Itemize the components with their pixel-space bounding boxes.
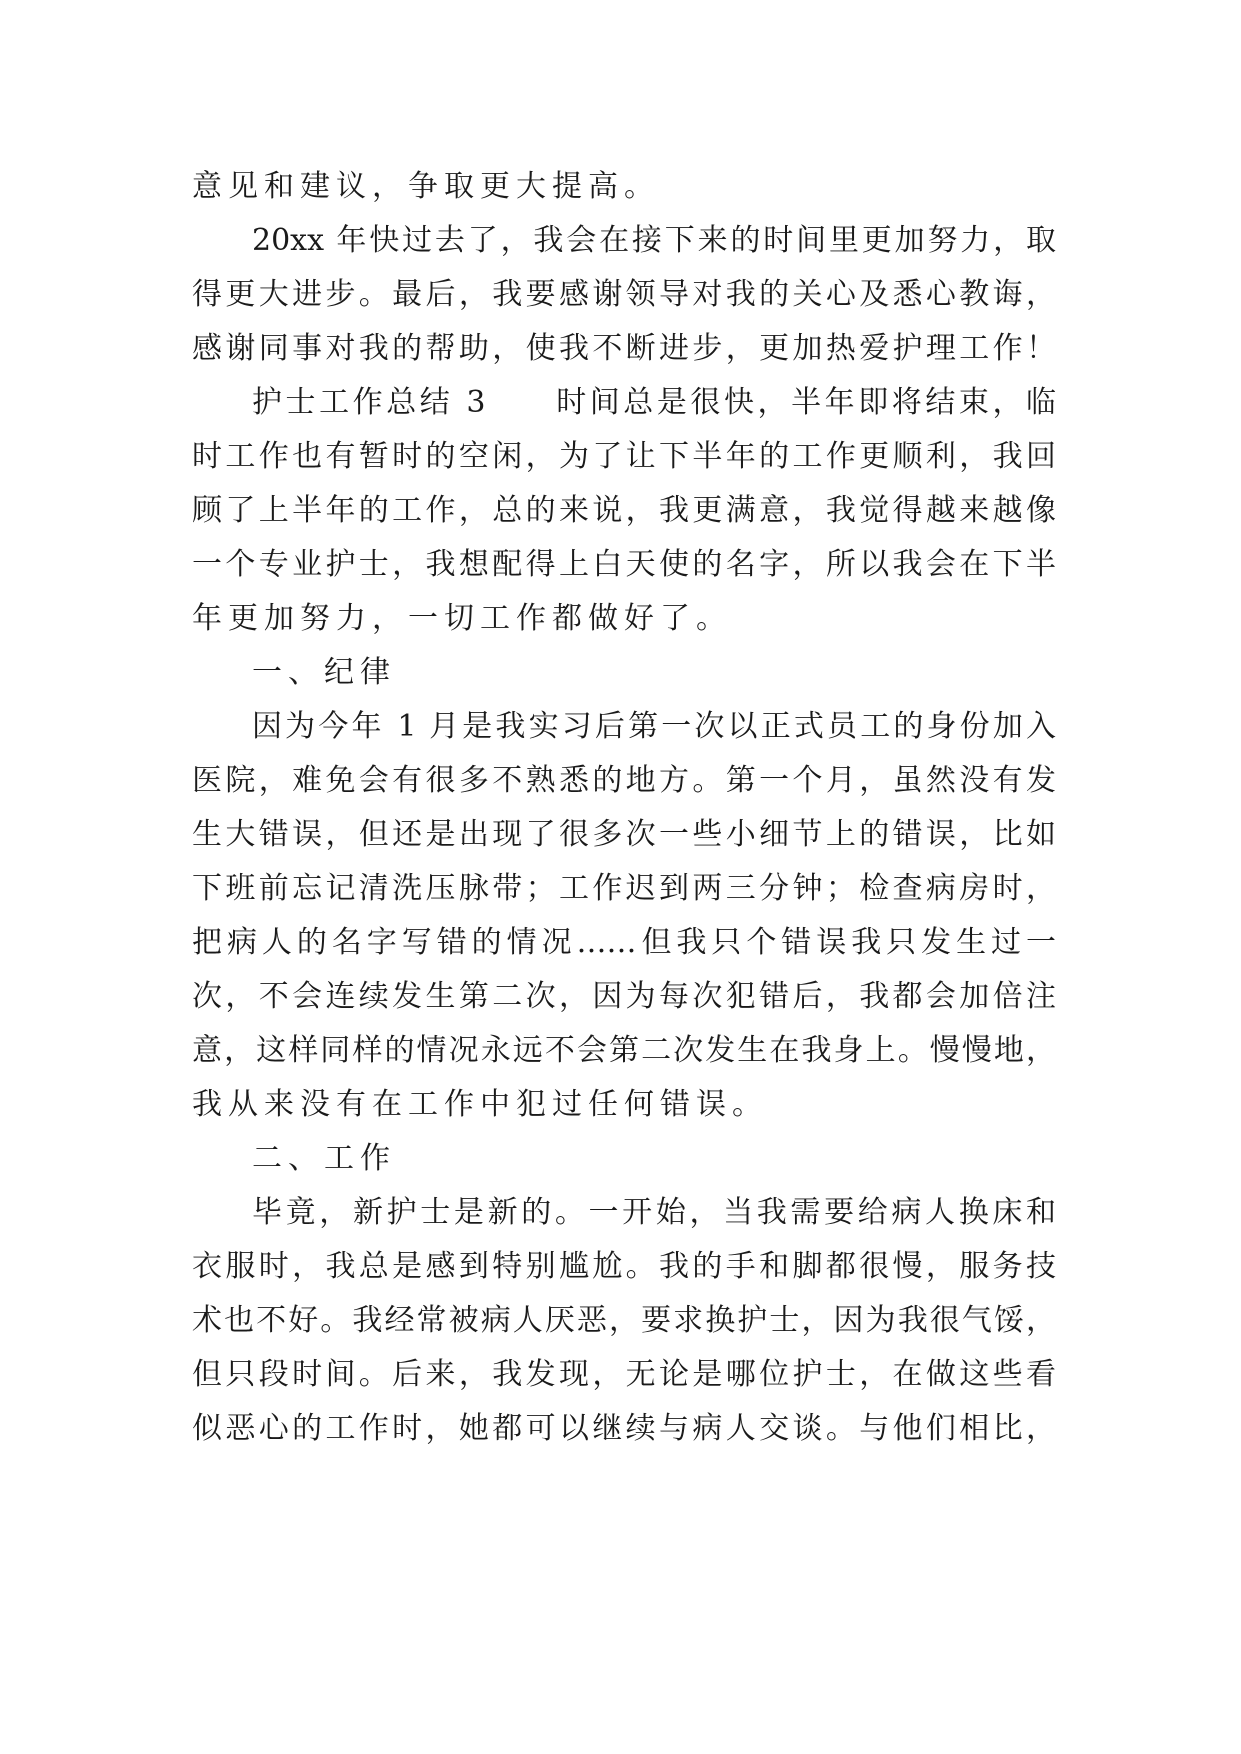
paragraph-line: 生大错误，但还是出现了很多次一些小细节上的错误，比如 — [192, 817, 1056, 852]
heading-discipline: 一、纪律 — [252, 655, 396, 690]
paragraph-line: 意，这样同样的情况永远不会第二次发生在我身上。慢慢地， — [192, 1033, 1056, 1068]
paragraph-line: 但只段时间。后来，我发现，无论是哪位护士，在做这些看 — [192, 1357, 1056, 1392]
paragraph-line: 术也不好。我经常被病人厌恶，要求换护士，因为我很气馁， — [192, 1303, 1056, 1338]
paragraph-first-line: 20xx 年快过去了，我会在接下来的时间里更加努力，取 — [252, 223, 1056, 258]
paragraph-line: 得更大进步。最后，我要感谢领导对我的关心及悉心教诲， — [192, 277, 1056, 312]
paragraph-line: 我从来没有在工作中犯过任何错误。 — [192, 1087, 768, 1122]
section-title-line: 护士工作总结 3 时间总是很快，半年即将结束，临 — [252, 385, 1056, 420]
paragraph-line: 似恶心的工作时，她都可以继续与病人交谈。与他们相比， — [192, 1411, 1056, 1446]
paragraph-line: 医院，难免会有很多不熟悉的地方。第一个月，虽然没有发 — [192, 763, 1056, 798]
paragraph-first-line: 因为今年 1 月是我实习后第一次以正式员工的身份加入 — [252, 709, 1056, 744]
paragraph-first-line: 毕竟，新护士是新的。一开始，当我需要给病人换床和 — [252, 1195, 1056, 1230]
heading-work: 二、工作 — [252, 1141, 396, 1176]
paragraph-line: 次，不会连续发生第二次，因为每次犯错后，我都会加倍注 — [192, 979, 1056, 1014]
paragraph-line: 下班前忘记清洗压脉带；工作迟到两三分钟；检查病房时， — [192, 871, 1056, 906]
paragraph-line: 把病人的名字写错的情况……但我只个错误我只发生过一 — [192, 925, 1056, 960]
paragraph-line: 时工作也有暂时的空闲，为了让下半年的工作更顺利，我回 — [192, 439, 1056, 474]
paragraph-line: 顾了上半年的工作，总的来说，我更满意，我觉得越来越像 — [192, 493, 1056, 528]
paragraph-line: 意见和建议，争取更大提高。 — [192, 169, 660, 204]
paragraph-line: 衣服时，我总是感到特别尴尬。我的手和脚都很慢，服务技 — [192, 1249, 1056, 1284]
paragraph-line: 一个专业护士，我想配得上白天使的名字，所以我会在下半 — [192, 547, 1056, 582]
paragraph-line: 年更加努力，一切工作都做好了。 — [192, 601, 732, 636]
paragraph-line: 感谢同事对我的帮助，使我不断进步，更加热爱护理工作！ — [192, 331, 1056, 366]
